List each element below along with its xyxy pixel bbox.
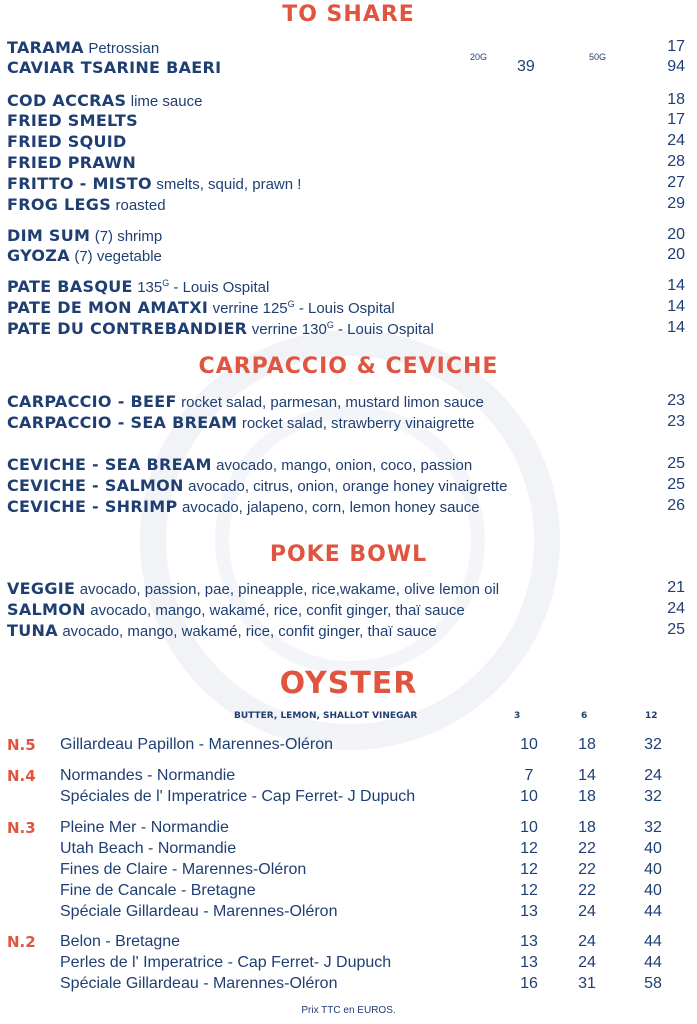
oyster-row: Utah Beach - Normandie 12 22 40 <box>60 840 662 857</box>
menu-item: PATE DE MON AMATXI verrine $125^G$ - Louis Ospital 14 <box>7 298 685 317</box>
price-footnote: Prix TTC en EUROS. <box>301 1005 396 1016</box>
menu-item: COD ACCRAS lime sauce 18 <box>7 91 685 110</box>
menu-item: PATE BASQUE $135^G$ - Louis Ospital 14 <box>7 277 685 296</box>
menu-item: FRITTO - MISTO smelts, squid, prawn ! 27 <box>7 174 685 193</box>
oyster-qty-12: 12 <box>645 711 658 721</box>
oyster-row: Spéciale Gillardeau - Marennes-Oléron 16 31 58 <box>60 975 662 992</box>
menu-item: FROG LEGS roasted 29 <box>7 195 685 214</box>
menu-item: PATE DU CONTREBANDIER verrine $130^G$ - Louis Ospital 14 <box>7 319 685 338</box>
oyster-row: Gillardeau Papillon - Marennes-Oléron 10 18 32 <box>60 736 662 753</box>
oyster-row: Perles de l' Imperatrice - Cap Ferret- J Dupuch 13 24 44 <box>60 954 662 971</box>
menu-item: CEVICHE - SHRIMP avocado, jalapeno, corn, lemon honey sauce 26 <box>7 497 685 516</box>
menu-item: TARAMA Petrossian 17 <box>7 38 685 57</box>
menu-item: DIM SUM (7) shrimp 20 <box>7 226 685 245</box>
oyster-row: Fine de Cancale - Bretagne 12 22 40 <box>60 882 662 899</box>
menu-item: FRIED PRAWN 28 <box>7 153 685 172</box>
oyster-row: Fines de Claire - Marennes-Oléron 12 22 40 <box>60 861 662 878</box>
menu-item: CARPACCIO - SEA BREAM rocket salad, strawberry vinaigrette 23 <box>7 413 685 432</box>
menu-item: CEVICHE - SALMON avocado, citrus, onion, orange honey vinaigrette 25 <box>7 476 685 495</box>
section-title-carpaccio: CARPACCIO & CEVICHE <box>198 354 499 379</box>
oyster-category-n5: N.5 <box>7 736 36 754</box>
oyster-row: Spéciale Gillardeau - Marennes-Oléron 13 24 44 <box>60 903 662 920</box>
menu-item: TUNA avocado, mango, wakamé, rice, confit ginger, thaï sauce 25 <box>7 621 685 640</box>
oyster-category-n2: N.2 <box>7 933 36 951</box>
oyster-qty-6: 6 <box>581 711 588 721</box>
menu-item: SALMON avocado, mango, wakamé, rice, confit ginger, thaï sauce 24 <box>7 600 685 619</box>
menu-item: FRIED SMELTS 17 <box>7 111 685 130</box>
menu-item: CARPACCIO - BEEF rocket salad, parmesan, mustard limon sauce 23 <box>7 392 685 411</box>
oyster-qty-3: 3 <box>514 711 521 721</box>
menu-item: VEGGIE avocado, passion, pae, pineapple, rice,wakame, olive lemon oil 21 <box>7 579 685 598</box>
menu-item: CEVICHE - SEA BREAM avocado, mango, onion, coco, passion 25 <box>7 455 685 474</box>
oyster-condiments: BUTTER, LEMON, SHALLOT VINEGAR <box>234 711 418 721</box>
oyster-row: Spéciales de l' Imperatrice - Cap Ferret- J Dupuch 10 18 32 <box>60 788 662 805</box>
oyster-category-n3: N.3 <box>7 819 36 837</box>
menu-item: GYOZA (7) vegetable 20 <box>7 246 685 265</box>
section-title-poke-bowl: POKE BOWL <box>269 542 428 567</box>
oyster-row: Normandes - Normandie 7 14 24 <box>60 767 662 784</box>
section-title-oyster: OYSTER <box>279 666 418 701</box>
menu-item: FRIED SQUID 24 <box>7 132 685 151</box>
menu-item: CAVIAR TSARINE BAERI 20G 39 50G 94 <box>7 52 685 77</box>
section-title-to-share: TO SHARE <box>282 2 415 27</box>
oyster-row: Pleine Mer - Normandie 10 18 32 <box>60 819 662 836</box>
oyster-row: Belon - Bretagne 13 24 44 <box>60 933 662 950</box>
oyster-category-n4: N.4 <box>7 767 36 785</box>
